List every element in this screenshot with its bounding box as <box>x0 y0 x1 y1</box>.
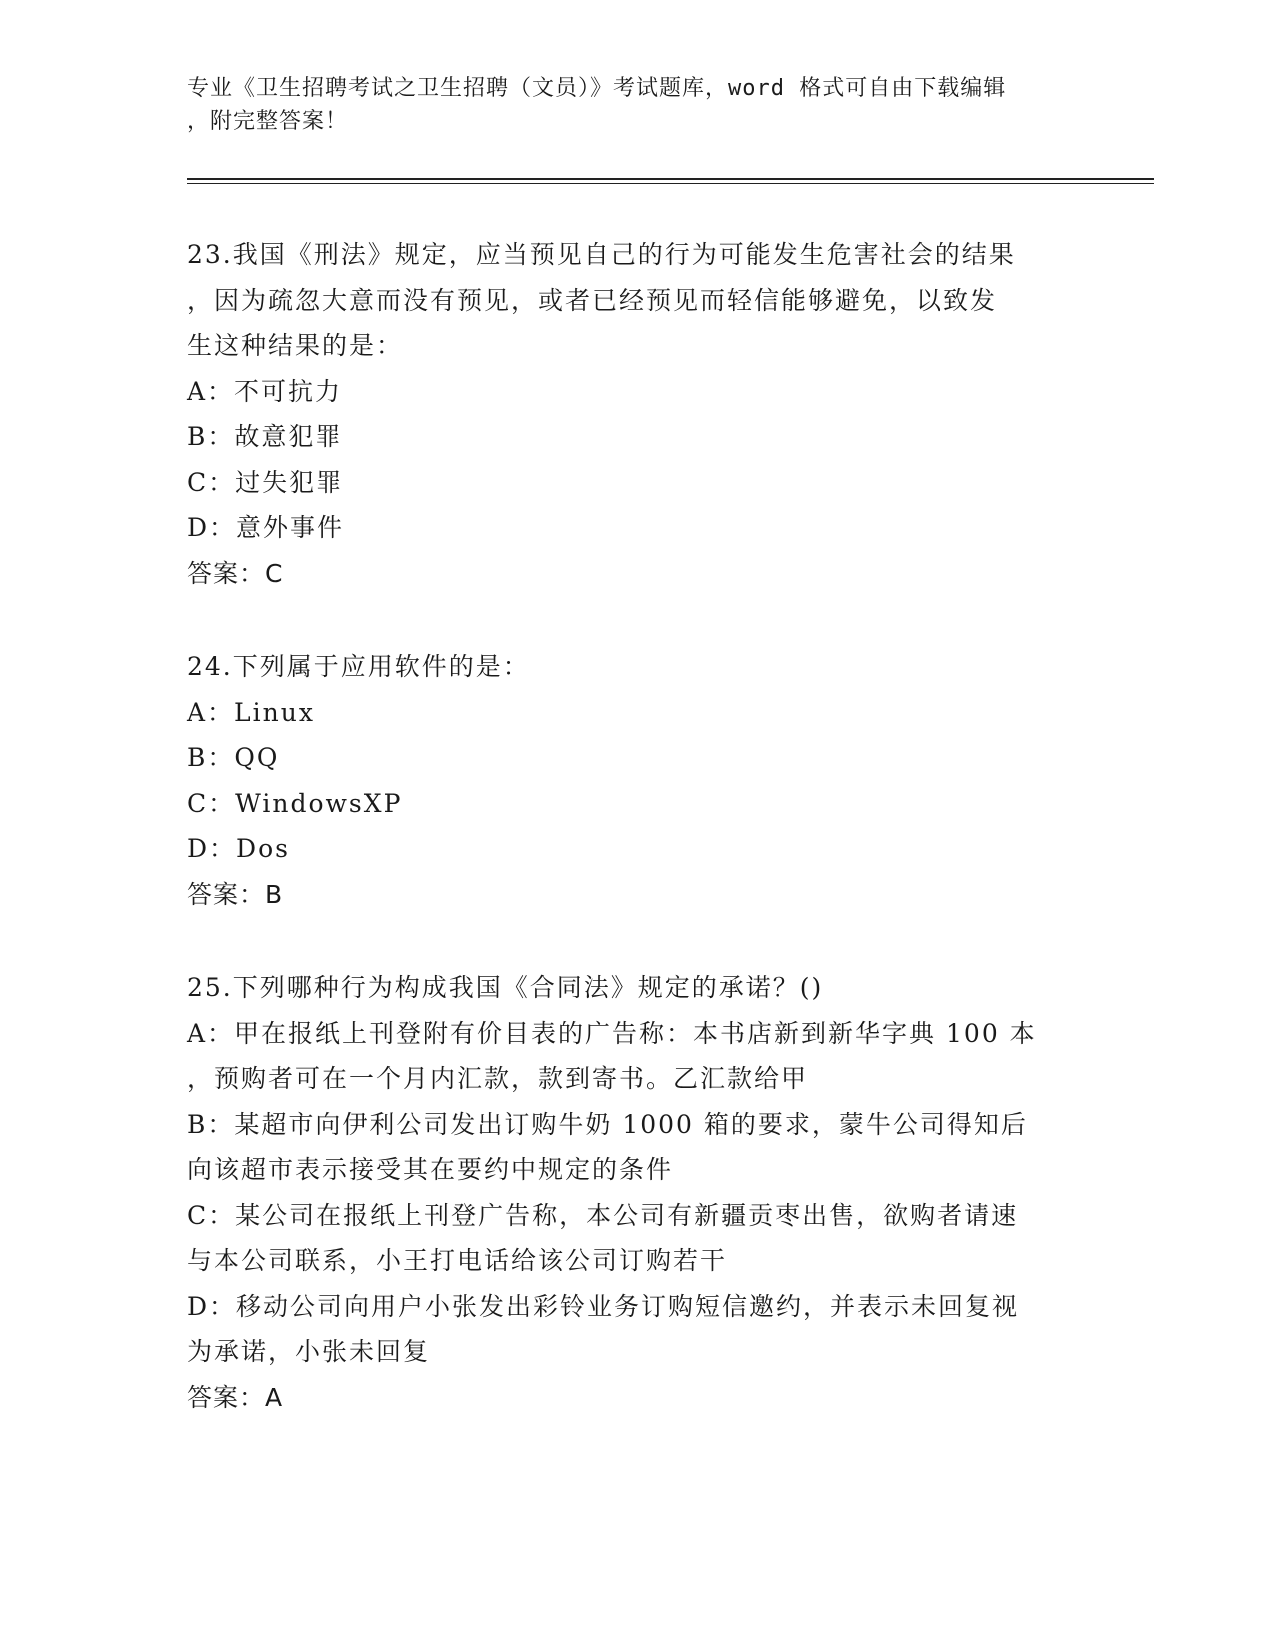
question-text: 25.下列哪种行为构成我国《合同法》规定的承诺？() <box>187 973 824 1002</box>
option-d: D：意外事件 <box>187 513 345 542</box>
question-text: 生这种结果的是： <box>187 331 404 360</box>
document-header <box>187 72 1087 138</box>
question-text: 23.我国《刑法》规定，应当预见自己的行为可能发生危害社会的结果 <box>187 240 1016 269</box>
option-c: C：WindowsXP <box>187 788 403 818</box>
option-a: A：不可抗力 <box>187 376 343 406</box>
question-25 <box>187 965 1087 1420</box>
option-a-cont: ，预购者可在一个月内汇款，款到寄书。乙汇款给甲 <box>187 1064 809 1093</box>
option-d-cont: 为承诺，小张未回复 <box>187 1337 431 1366</box>
option-c: C：某公司在报纸上刊登广告称，本公司有新疆贡枣出售，欲购者请速 <box>187 1200 1019 1230</box>
option-a: A：甲在报纸上刊登附有价目表的广告称：本书店新到新华字典 100 本 <box>187 1018 1037 1048</box>
option-c-cont: 与本公司联系，小王打电话给该公司订购若干 <box>187 1246 728 1275</box>
header-divider <box>187 178 1154 180</box>
option-d: D：移动公司向用户小张发出彩铃业务订购短信邀约，并表示未回复视 <box>187 1291 1020 1321</box>
option-d: D：Dos <box>187 834 290 863</box>
option-b-cont: 向该超市表示接受其在要约中规定的条件 <box>187 1155 674 1184</box>
answer: 答案：C <box>187 558 284 588</box>
option-b: B：某超市向伊利公司发出订购牛奶 1000 箱的要求，蒙牛公司得知后 <box>187 1109 1028 1139</box>
header-line: 专业《卫生招聘考试之卫生招聘（文员）》考试题库，word 格式可自由下载编辑 <box>187 76 1007 101</box>
answer: 答案：A <box>187 1382 284 1412</box>
question-text: ，因为疏忽大意而没有预见，或者已经预见而轻信能够避免，以致发 <box>187 285 998 315</box>
question-list <box>187 232 1087 1468</box>
option-b: B：故意犯罪 <box>187 422 343 451</box>
answer: 答案：B <box>187 879 284 909</box>
option-c: C：过失犯罪 <box>187 467 344 497</box>
question-23 <box>187 232 1087 596</box>
question-text: 24.下列属于应用软件的是： <box>187 652 530 681</box>
option-a: A：Linux <box>187 697 315 727</box>
option-b: B：QQ <box>187 743 280 772</box>
header-line: ，附完整答案！ <box>187 109 349 134</box>
header-divider-thin <box>187 183 1154 184</box>
question-24 <box>187 644 1087 917</box>
